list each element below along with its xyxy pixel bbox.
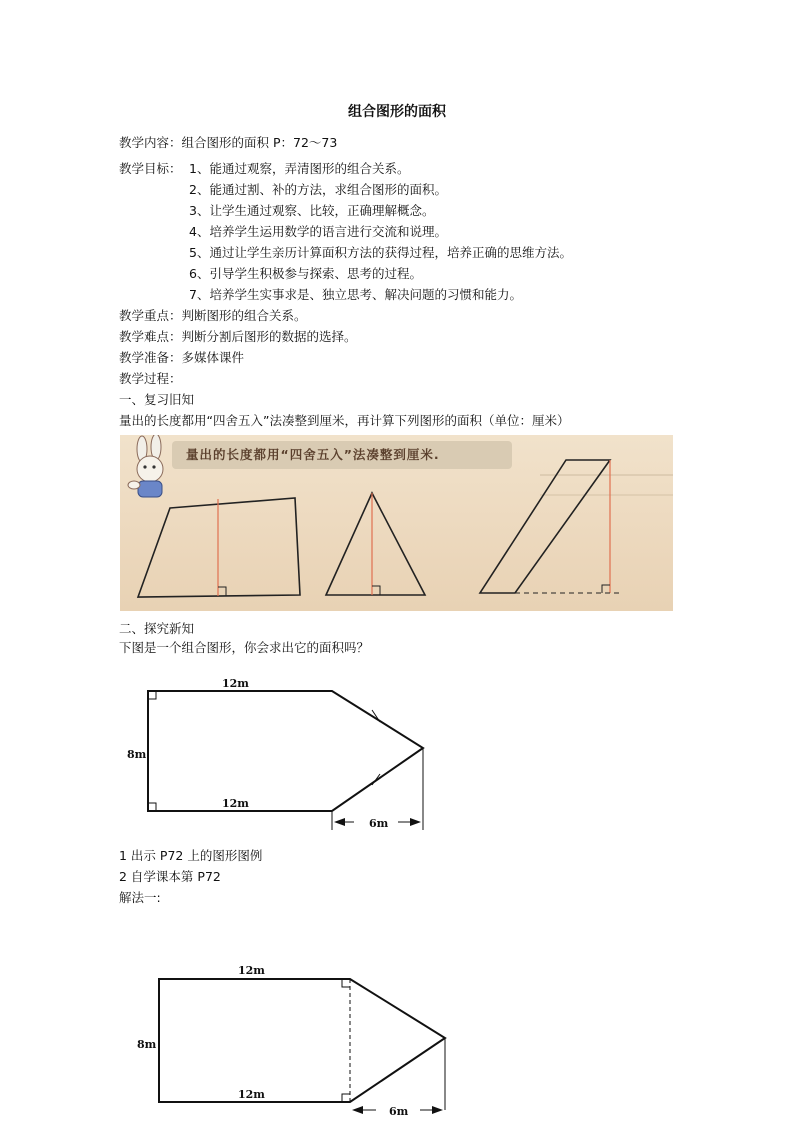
goal-item: 4、培养学生运用数学的语言进行交流和说理。 (189, 224, 447, 239)
preparation: 教学准备：多媒体课件 (119, 350, 245, 365)
section-explore: 二、探究新知 (119, 621, 195, 636)
fig2-left-label: 8m (137, 1038, 157, 1051)
banner-text: 量出的长度都用“四舍五入”法凑整到厘米. (186, 447, 440, 462)
composite-figure-1 (0, 670, 794, 830)
process-label: 教学过程： (119, 371, 182, 386)
step-2: 2 自学课本第 P72 (119, 869, 221, 884)
fig2-top-label: 12m (238, 964, 265, 977)
step-1: 1 出示 P72 上的图形图例 (119, 848, 263, 863)
goals-label: 教学目标： (119, 161, 182, 176)
fig1-arrow-label: 6m (369, 817, 389, 830)
fig1-bottom-label: 12m (222, 797, 249, 810)
textbook-photo (120, 435, 673, 611)
fig1-left-label: 8m (127, 748, 147, 761)
goal-item: 3、让学生通过观察、比较，正确理解概念。 (189, 203, 435, 218)
key-point: 教学重点：判断图形的组合关系。 (119, 308, 307, 323)
photo-shapes (120, 435, 673, 611)
teaching-content: 教学内容：组合图形的面积 P：72～73 (119, 135, 338, 150)
method-1-label: 解法一: (119, 890, 161, 905)
goal-item: 5、通过让学生亲历计算面积方法的获得过程，培养正确的思维方法。 (189, 245, 572, 260)
page-title: 组合图形的面积 (348, 104, 446, 120)
goal-item: 6、引导学生积极参与探索、思考的过程。 (189, 266, 422, 281)
section-review: 一、复习旧知 (119, 392, 195, 407)
difficulty: 教学难点：判断分割后图形的数据的选择。 (119, 329, 357, 344)
explore-question: 下图是一个组合图形，你会求出它的面积吗？ (119, 640, 370, 655)
fig2-arrow-label: 6m (389, 1105, 409, 1118)
goal-item: 2、能通过割、补的方法，求组合图形的面积。 (189, 182, 447, 197)
rabbit-mascot-icon (128, 435, 163, 497)
goal-item: 1、能通过观察，弄清图形的组合关系。 (189, 161, 410, 176)
fig2-bottom-label: 12m (238, 1088, 265, 1101)
goal-item: 7、培养学生实事求是、独立思考、解决问题的习惯和能力。 (189, 287, 522, 302)
composite-figure-2 (0, 960, 794, 1118)
fig1-top-label: 12m (222, 677, 249, 690)
review-task: 量出的长度都用“四舍五入”法凑整到厘米，再计算下列图形的面积（单位：厘米） (119, 413, 570, 428)
